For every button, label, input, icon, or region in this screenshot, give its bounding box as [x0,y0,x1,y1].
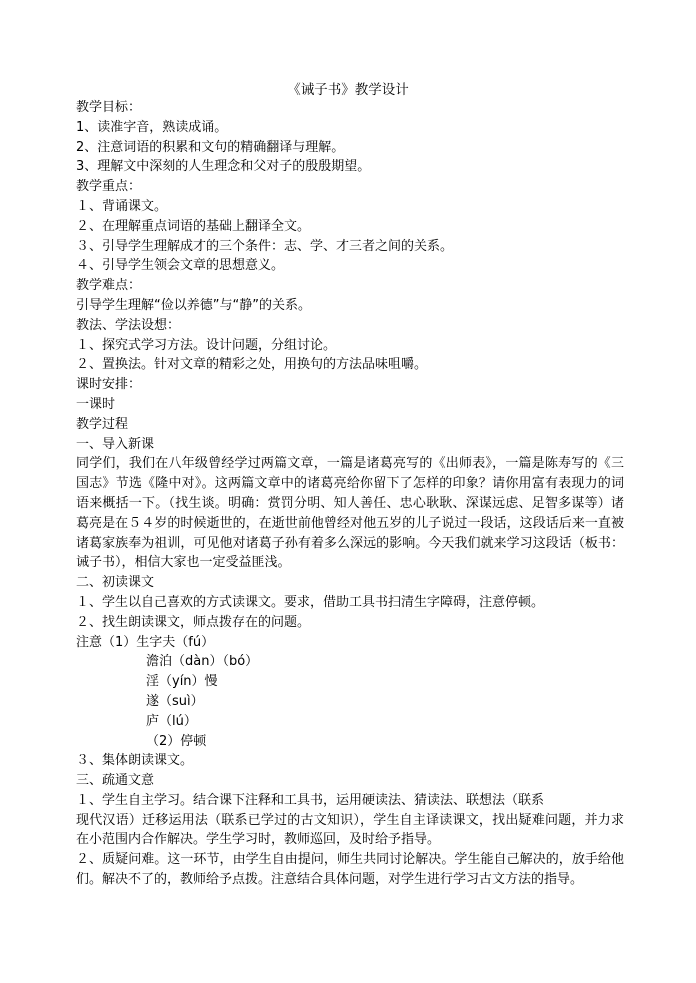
note-item-1: 澹泊（dàn）（bó） [146,654,259,670]
method-1: １、探究式学习方法。设计问题，分组讨论。 [76,337,337,353]
section-1-heading: 一、导入新课 [76,436,155,452]
difficulty-1: 引导学生理解“俭以养德”与“静”的关系。 [76,297,311,313]
section-2-item-3: ３、集体朗读课文。 [76,753,194,769]
note-label: 注意（1）生字夫（fú） [76,634,215,650]
objective-2: 2、注意词语的积累和文句的精确翻译与理解。 [76,139,345,155]
intro-paragraph: 同学们，我们在八年级曾经学过两篇文章，一篇是诸葛亮写的《出师表》，一篇是陈寿写的《三国志》节选《隆中对》。这两篇文章中的诸葛亮给你留下了怎样的印象？请你用富有表现力的词语来概括一下。（找生谈。明确：赏罚分明、知人善任、忠心耿耿、深谋远虑、足智多谋等）诸葛亮是在５４岁的时候逝世的，在逝世前他曾经对他五岁的儿子说过一段话，这段话后来一直被诸葛家族奉为祖训，可见他对诸葛子孙有着多么深远的影响。今天我们就来学习这段话（板书：诫子书），相信大家也一定受益匪浅。 [76,456,624,571]
key-point-3: ３、引导学生理解成才的三个条件：志、学、才三者之间的关系。 [76,238,454,254]
note-item-3: 遂（suì） [146,693,204,709]
document-body [76,98,624,890]
document-title: 《诫子书》教学设计 [287,82,409,98]
section-3-heading: 三、疏通文意 [76,773,155,789]
section-3-para-2: ２、质疑问难。这一环节，由学生自由提问，师生共同讨论解决。学生能自己解决的，放手给他们。解决不了的，教师给予点拨。注意结合具体问题，对学生进行学习古文方法的指导。 [76,852,624,888]
key-point-2: ２、在理解重点词语的基础上翻译全文。 [76,218,311,234]
section-3-para-1-rest: 现代汉语）迁移运用法（联系已学过的古文知识），学生自主译读课文，找出疑难问题，并力求在小范围内合作解决。学生学习时，教师巡回，及时给予指导。 [76,812,624,848]
heading-process: 教学过程 [76,416,129,432]
heading-schedule: 课时安排： [76,377,142,393]
note-item-5: （2）停顿 [146,733,207,749]
note-item-2: 淫（yín）慢 [146,674,218,690]
objective-1: 1、读准字音，熟读成诵。 [76,119,228,135]
section-2-item-2: ２、找生朗读课文，师点拨存在的问题。 [76,614,311,630]
heading-methods: 教法、学法设想： [76,317,181,333]
method-2: ２、置换法。针对文章的精彩之处，用换句的方法品味咀嚼。 [76,357,428,373]
heading-objectives: 教学目标： [76,100,142,115]
key-point-4: ４、引导学生领会文章的思想意义。 [76,258,285,274]
heading-difficulties: 教学难点： [76,278,142,294]
heading-key-points: 教学重点： [76,179,142,195]
section-2-item-1: １、学生以自己喜欢的方式读课文。要求，借助工具书扫清生字障碍，注意停顿。 [76,594,545,610]
section-3-para-1-first-line: １、学生自主学习。结合课下注释和工具书，运用硬读法、猜读法、联想法（联系 [76,792,545,808]
note-item-4: 庐（lú） [146,713,197,729]
key-point-1: １、背诵课文。 [76,198,168,214]
section-2-heading: 二、初读课文 [76,575,155,591]
schedule-value: 一课时 [76,396,116,412]
objective-3: 3、理解文中深刻的人生理念和父对子的殷殷期望。 [76,159,371,175]
